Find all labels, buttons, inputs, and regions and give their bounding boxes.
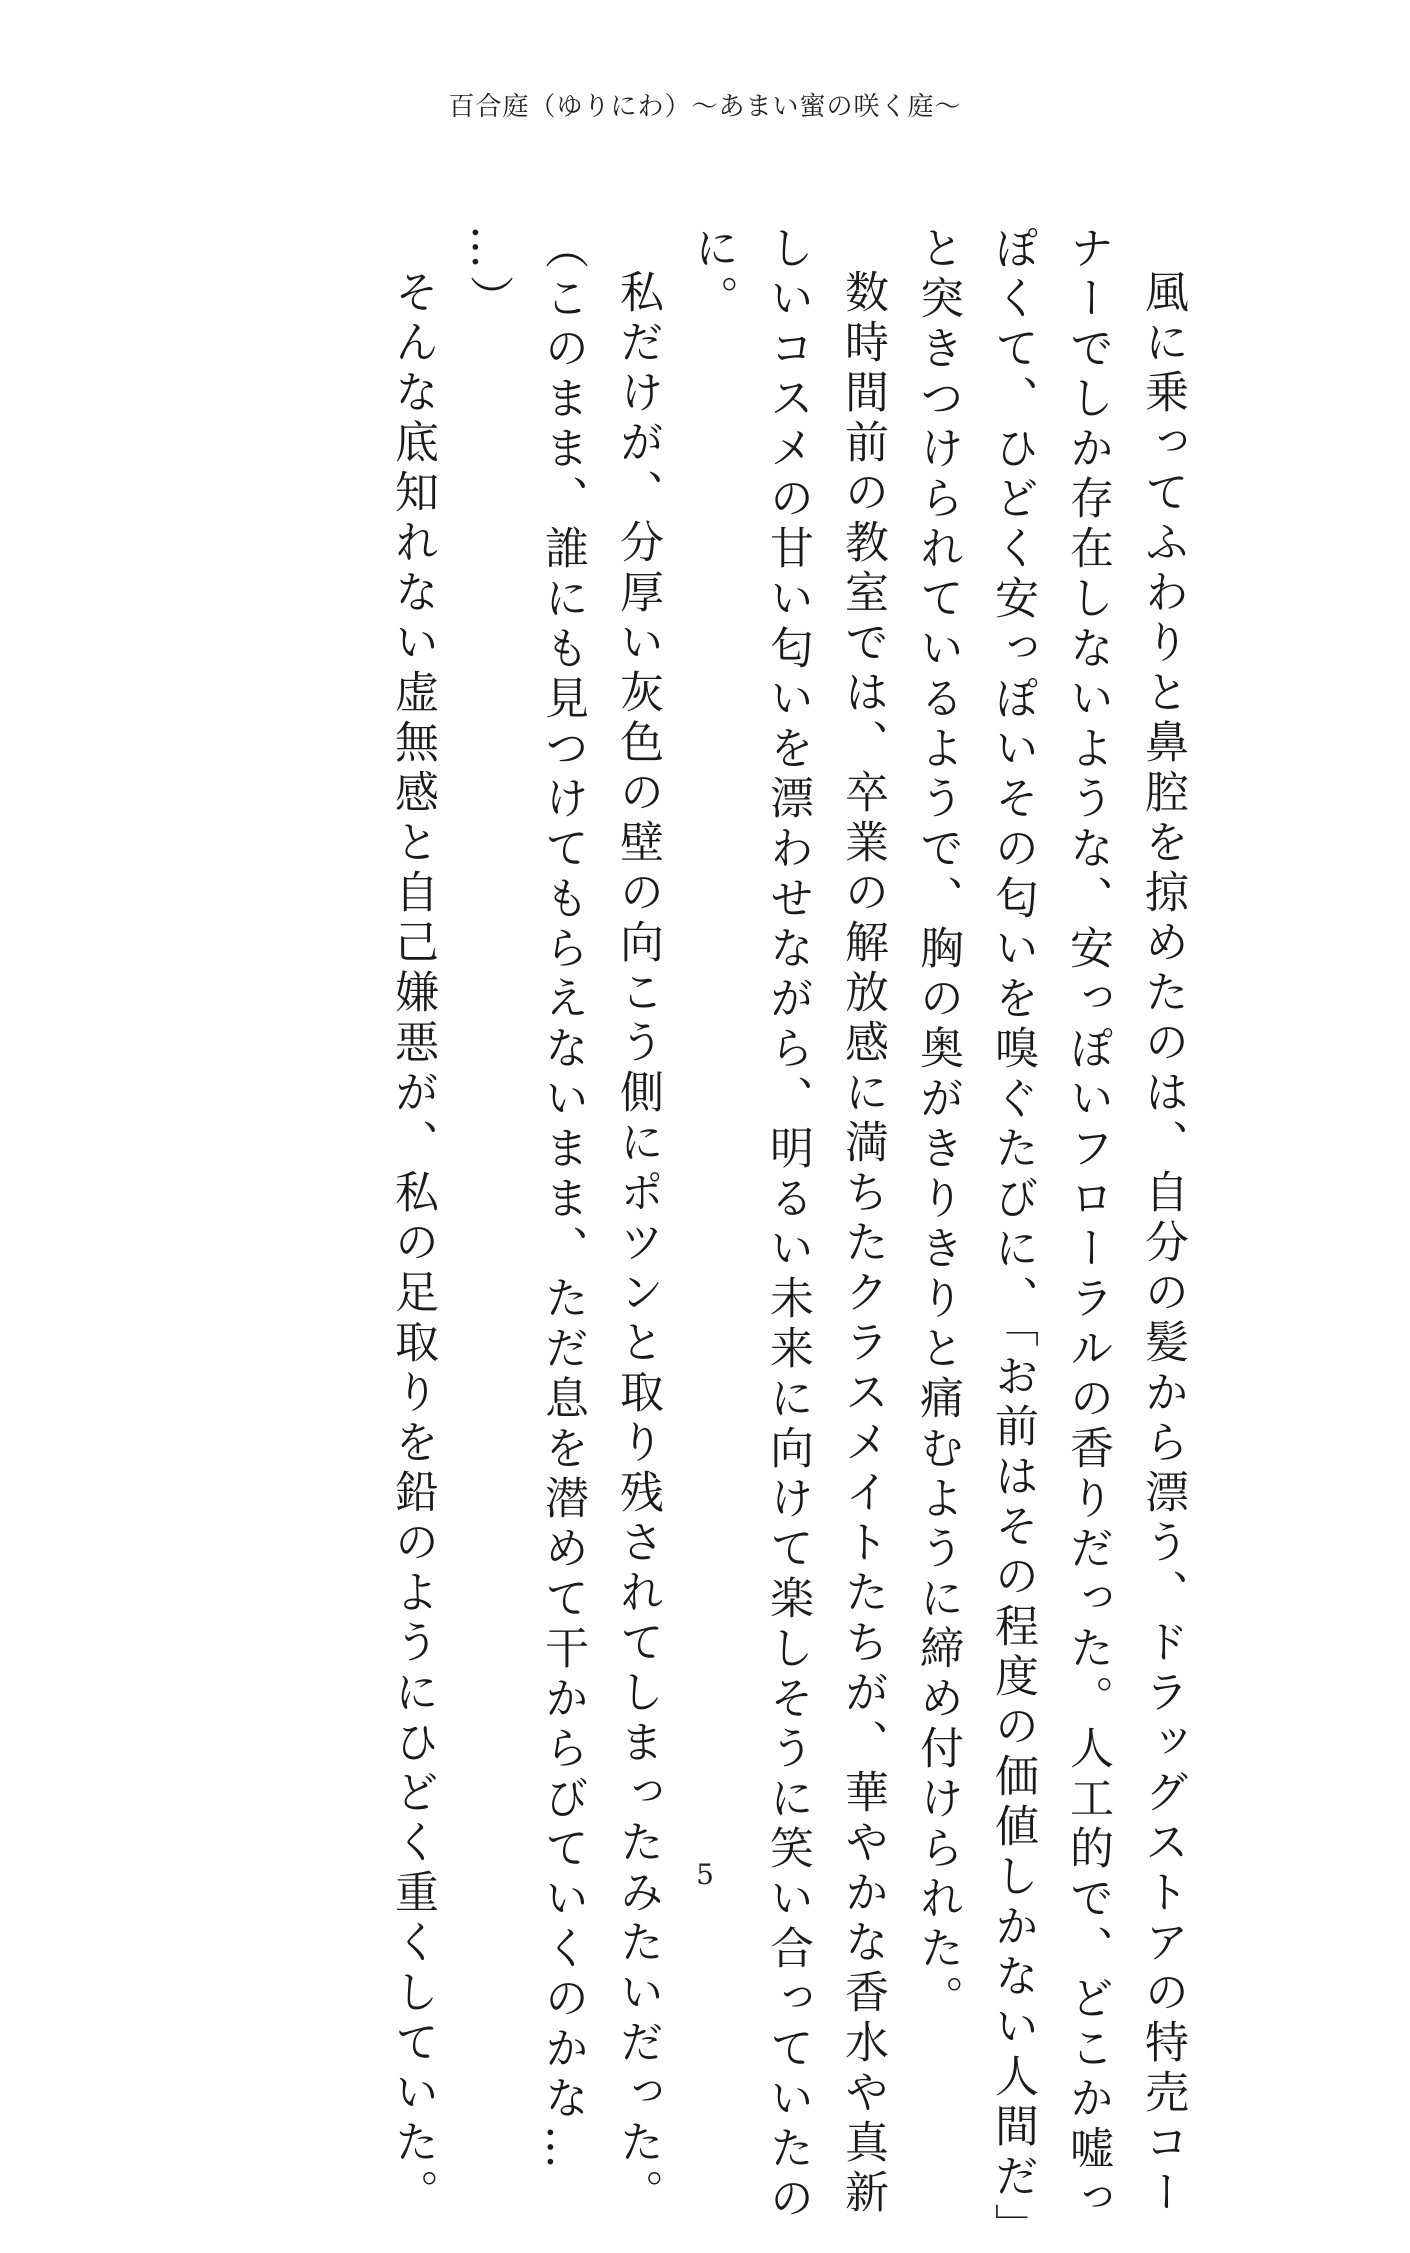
text-line: と突きつけられているようで、胸の奥がきりきりと痛むように締め付けられた。 [912,225,963,2025]
text-line: …） [462,225,513,325]
text-line: 数時間前の教室では、卒業の解放感に満ちたクラスメイトたちが、華やかな香水や真新 [837,269,888,2219]
vertical-text-body [375,225,1200,2253]
text-line: しいコスメの甘い匂いを漂わせながら、明るい未来に向けて楽しそうに笑い合っていたの [762,225,813,2225]
running-header: 百合庭（ゆりにわ）〜あまい蜜の咲く庭〜 [448,92,962,122]
text-line: 風に乗ってふわりと鼻腔を掠めたのは、自分の髪から漂う、ドラッグストアの特売コー [1137,269,1188,2219]
text-line: そんな底知れない虚無感と自己嫌悪が、私の足取りを鉛のようにひどく重くしていた。 [387,269,438,2219]
text-line: （このまま、誰にも見つけてもらえないまま、ただ息を潜めて干からびていくのかな… [537,225,588,2175]
text-line: ぽくて、ひどく安っぽいその匂いを嗅ぐたびに、「お前はその程度の価値しかない人間だ」 [987,225,1038,2253]
text-line: に。 [687,225,738,325]
page-number: 5 [696,1858,714,1891]
text-line: ナーでしか存在しないような、安っぽいフローラルの香りだった。人工的で、どこか嘘っ [1062,225,1113,2225]
text-line: 私だけが、分厚い灰色の壁の向こう側にポツンと取り残されてしまったみたいだった。 [612,269,663,2219]
